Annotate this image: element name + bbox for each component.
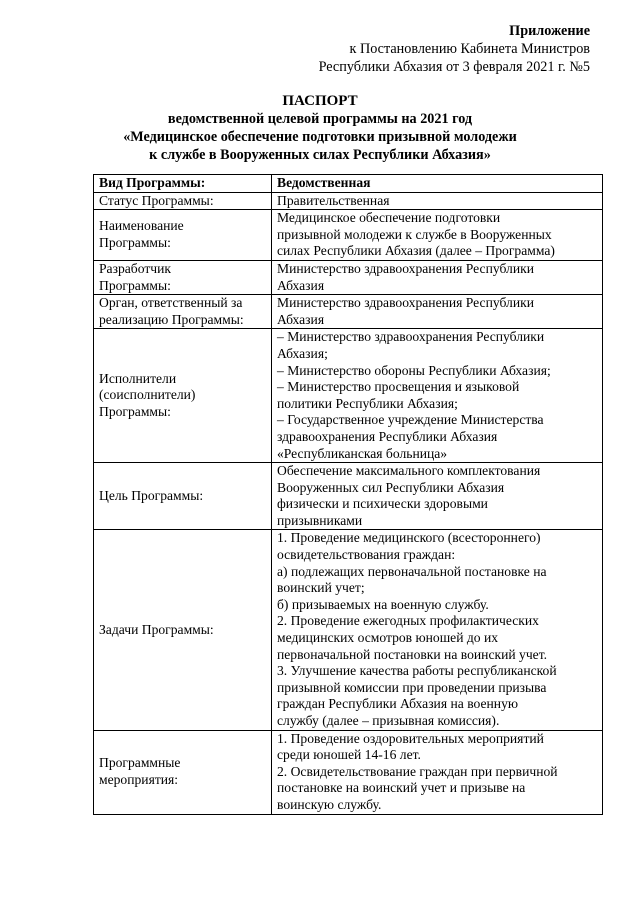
value-cell xyxy=(272,530,603,730)
value-line: Министерство здравоохранения Республики xyxy=(277,295,534,311)
value-line: силах Республики Абхазия (далее – Программа) xyxy=(277,243,555,259)
label-cell: Цель Программы: xyxy=(94,463,272,530)
value-line: Абхазия; xyxy=(277,345,328,361)
value-line: воинский учет; xyxy=(277,580,365,596)
title-line-2: «Медицинское обеспечение подготовки призывной молодежи xyxy=(123,129,517,145)
appendix-heading: Приложение xyxy=(509,23,590,39)
table-row-type xyxy=(94,175,603,193)
value-line: Министерство здравоохранения Республики xyxy=(277,260,534,276)
label-cell xyxy=(94,730,272,814)
value-cell xyxy=(272,210,603,261)
value-cell xyxy=(272,329,603,463)
table-row-name xyxy=(94,210,603,261)
value-line: здравоохранения Республики Абхазия xyxy=(277,428,498,444)
title-line-1: ведомственной целевой программы на 2021 год xyxy=(167,111,473,127)
value-line: граждан Республики Абхазия на военную xyxy=(277,696,519,712)
value-line: Абхазия xyxy=(277,277,325,293)
label-line: реализацию Программы: xyxy=(99,311,244,327)
value-cell xyxy=(272,463,603,530)
value-line: – Министерство здравоохранения Республики xyxy=(277,329,545,345)
passport-table xyxy=(93,174,603,815)
label-line: Программы: xyxy=(99,234,171,250)
table-row-tasks xyxy=(94,530,603,730)
value-line: Абхазия xyxy=(277,311,325,327)
title-line-3: к службе в Вооруженных силах Республики Абхазия» xyxy=(149,147,491,163)
value-line: политики Республики Абхазия; xyxy=(277,395,458,411)
table-row-executors xyxy=(94,329,603,463)
table-row-goal xyxy=(94,463,603,530)
document-title xyxy=(0,92,640,164)
value-line: призывной молодежи к службе в Вооруженных xyxy=(277,226,552,242)
label-cell xyxy=(94,295,272,329)
value-line: – Министерство просвещения и языковой xyxy=(277,379,520,395)
value-line: физически и психически здоровыми xyxy=(277,496,488,512)
label-line: Наименование xyxy=(99,218,184,234)
appendix-block xyxy=(319,22,590,76)
value-line: 2. Проведение ежегодных профилактических xyxy=(277,613,539,629)
label-cell: Задачи Программы: xyxy=(94,530,272,730)
value-cell: Правительственная xyxy=(272,192,603,210)
value-cell xyxy=(272,295,603,329)
value-cell xyxy=(272,730,603,814)
appendix-line-1: к Постановлению Кабинета Министров xyxy=(349,41,590,57)
value-line: Обеспечение максимального комплектования xyxy=(277,463,541,479)
value-line: 1. Проведение оздоровительных мероприятий xyxy=(277,730,544,746)
label-line: Программы: xyxy=(99,404,171,420)
label-line: мероприятия: xyxy=(99,772,179,788)
label-cell xyxy=(94,329,272,463)
label-line: Программы: xyxy=(99,277,171,293)
value-line: а) подлежащих первоначальной постановке на xyxy=(277,563,547,579)
value-line: воинскую службу. xyxy=(277,796,382,812)
value-line: призывной комиссии при проведении призыва xyxy=(277,679,547,695)
table-row-responsible xyxy=(94,295,603,329)
label-cell: Статус Программы: xyxy=(94,192,272,210)
value-line: – Министерство обороны Республики Абхазия; xyxy=(277,362,551,378)
label-line: Исполнители xyxy=(99,370,177,386)
label-line: Разработчик xyxy=(99,260,171,276)
label-line: (соисполнители) xyxy=(99,387,196,403)
label-cell xyxy=(94,260,272,294)
value-line: службу (далее – призывная комиссия). xyxy=(277,713,500,728)
table-row-activities xyxy=(94,730,603,814)
value-line: среди юношей 14-16 лет. xyxy=(277,747,421,763)
value-line: призывниками xyxy=(277,512,363,528)
value-line: 3. Улучшение качества работы республиканской xyxy=(277,663,557,679)
label-line: Программные xyxy=(99,755,181,771)
value-line: 1. Проведение медицинского (всестороннего) xyxy=(277,530,541,546)
table-row-status xyxy=(94,192,603,210)
value-line: медицинских осмотров юношей до их xyxy=(277,630,499,646)
value-cell xyxy=(272,260,603,294)
label-line: Орган, ответственный за xyxy=(99,295,243,311)
table-row-developer xyxy=(94,260,603,294)
value-line: освидетельствования граждан: xyxy=(277,547,456,563)
label-cell xyxy=(94,210,272,261)
value-line: Медицинское обеспечение подготовки xyxy=(277,210,501,226)
value-line: постановке на воинский учет и призыве на xyxy=(277,780,526,796)
value-line: 2. Освидетельствование граждан при первичной xyxy=(277,763,558,779)
label-cell: Вид Программы: xyxy=(94,175,272,193)
value-line: Вооруженных сил Республики Абхазия xyxy=(277,479,505,495)
value-line: «Республиканская больница» xyxy=(277,445,448,461)
value-line: б) призываемых на военную службу. xyxy=(277,596,489,612)
value-line: первоначальной постановки на воинский учет. xyxy=(277,646,548,662)
title-passport: ПАСПОРТ xyxy=(282,93,358,109)
value-line: – Государственное учреждение Министерства xyxy=(277,412,544,428)
value-cell: Ведомственная xyxy=(272,175,603,193)
appendix-line-2: Республики Абхазия от 3 февраля 2021 г. №5 xyxy=(318,59,590,75)
